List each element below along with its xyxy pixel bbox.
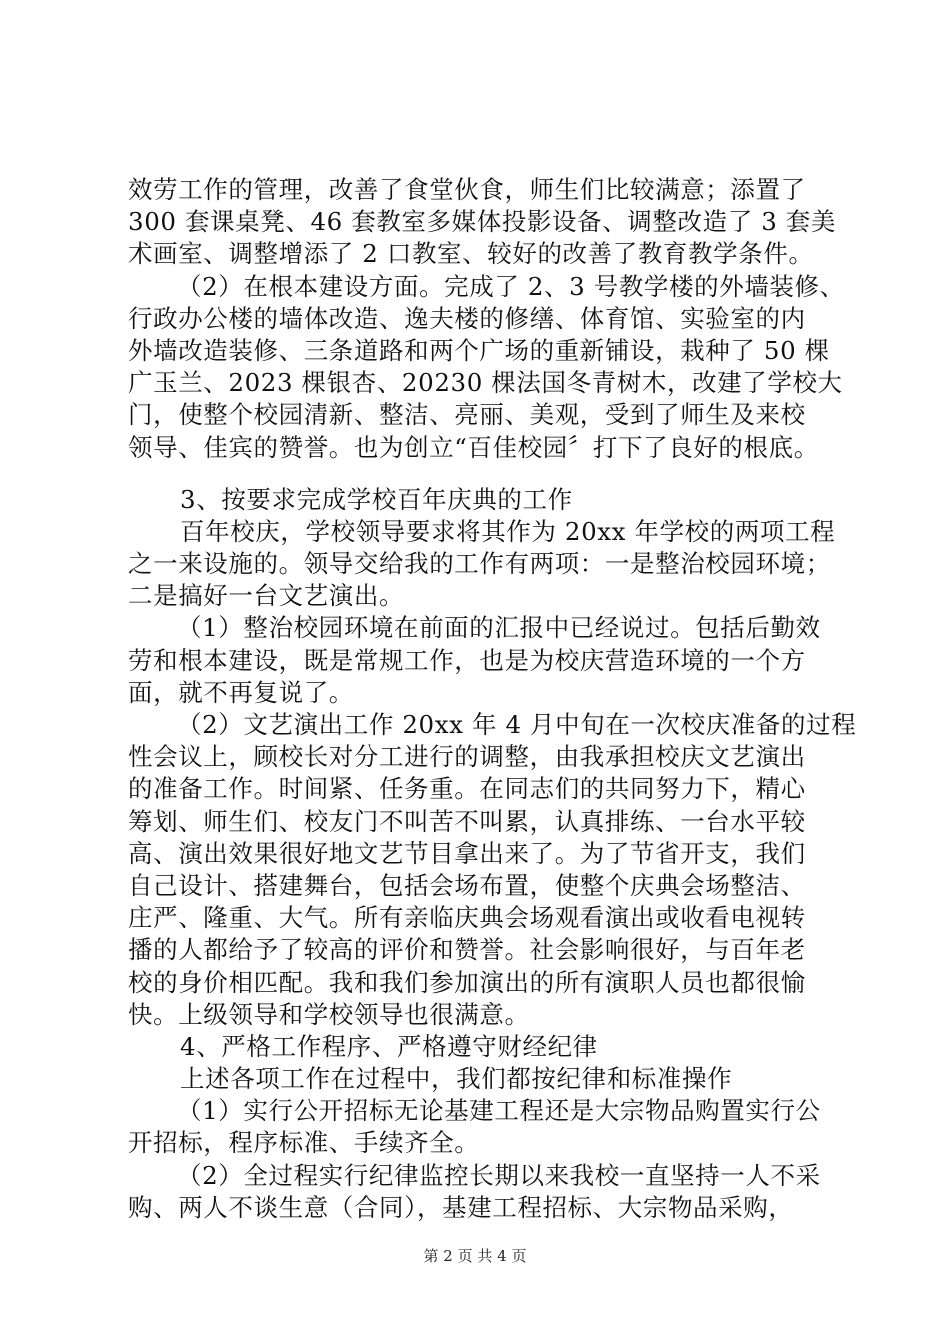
text-line: 高、演出效果很好地文艺节目拿出来了。为了节省开支，我们 [128,838,806,868]
text-line: 百年校庆，学校领导要求将其作为 20xx 年学校的两项工程 [180,516,836,546]
text-line: （2）在根本建设方面。完成了 2、3 号教学楼的外墙装修、 [177,271,845,301]
text-line: （1）实行公开招标无论基建工程还是大宗物品购置实行公 [177,1096,821,1126]
text-line: 播的人都给予了较高的评价和赞誉。社会影响很好，与百年老 [128,935,806,965]
text-line: 广玉兰、2023 棵银杏、20230 棵法国冬青树木，改建了学校大 [128,368,843,398]
text-line: 二是搞好一台文艺演出。 [128,581,405,611]
text-line: 开招标，程序标准、手续齐全。 [128,1128,480,1158]
text-line: （1）整治校园环境在前面的汇报中已经说过。包括后勤效 [177,613,821,643]
text-line: 购、两人不谈生意（合同），基建工程招标、大宗物品采购， [128,1192,794,1222]
paragraph-gap [128,464,843,484]
section-heading: 3、按要求完成学校百年庆典的工作 [180,484,573,514]
section-heading: 4、严格工作程序、严格遵守财经纪律 [180,1031,598,1061]
page-number: 第 2 页 共 4 页 [423,1247,527,1265]
text-line: 面，就不再复说了。 [128,677,354,707]
text-line: 筹划、师生们、校友门不叫苦不叫累，认真排练、一台水平较 [128,806,806,836]
text-line: 劳和根本建设，既是常规工作，也是为校庆营造环境的一个方 [128,645,806,675]
text-line: 快。上级领导和学校领导也很满意。 [128,999,530,1029]
text-line: 庄严、隆重、大气。所有亲临庆典会场观看演出或收看电视转 [128,903,806,933]
text-line: 性会议上，顾校长对分工进行的调整，由我承担校庆文艺演出 [128,742,806,772]
text-line: 领导、佳宾的赞誉。也为创立“百佳校园〞打下了良好的根底。 [128,432,819,462]
text-line: （2）全过程实行纪律监控长期以来我校一直坚持一人不采 [177,1160,821,1190]
text-line: 效劳工作的管理，改善了食堂伙食，师生们比较满意；添置了 [128,175,806,204]
text-line: 门，使整个校园清新、整洁、亮丽、美观，受到了师生及来校 [128,400,806,430]
text-line: 之一来设施的。领导交给我的工作有两项：一是整治校园环境； [128,549,831,579]
text-line: 行政办公楼的墙体改造、逸夫楼的修缮、体育馆、实验室的内 [128,303,806,333]
text-line: 校的身价相匹配。我和我们参加演出的所有演职人员也都很愉 [128,967,806,997]
text-line: 的准备工作。时间紧、任务重。在同志们的共同努力下，精心 [128,774,806,804]
text-line: 300 套课桌凳、46 套教室多媒体投影设备、调整改造了 3 套美 [128,207,836,237]
text-line: （2）文艺演出工作 20xx 年 4 月中旬在一次校庆准备的过程 [177,710,857,739]
text-line: 术画室、调整增添了 2 口教室、较好的改善了教育教学条件。 [128,239,814,269]
text-line: 外墙改造装修、三条道路和两个广场的重新铺设，栽种了 50 棵 [128,335,830,365]
document-body [128,174,857,1224]
text-line: 上述各项工作在过程中，我们都按纪律和标准操作 [180,1064,733,1094]
text-line: 自己设计、搭建舞台，包括会场布置，使整个庆典会场整洁、 [128,870,806,900]
